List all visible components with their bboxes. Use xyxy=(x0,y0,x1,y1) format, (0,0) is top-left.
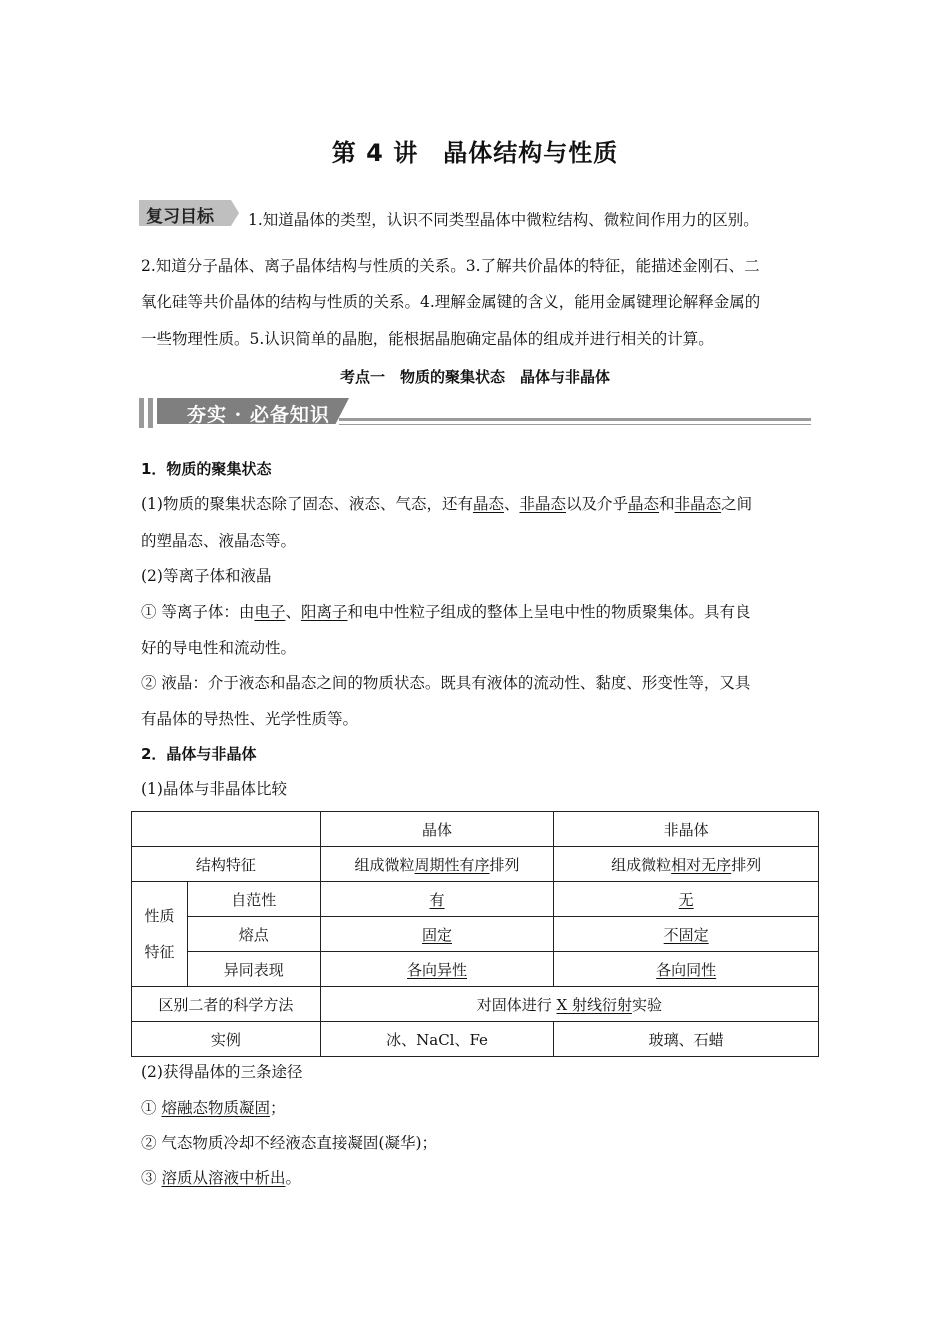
table-cell: 不固定 xyxy=(554,917,819,952)
table-row xyxy=(132,812,819,847)
section-banner xyxy=(139,396,811,430)
review-goal-line-2: 2.知道分子晶体、离子晶体结构与性质的关系。3.了解共价晶体的特征，能描述金刚石、二 xyxy=(141,257,760,275)
table-cell: 冰、NaCl、Fe xyxy=(320,1022,554,1057)
table-row xyxy=(132,882,819,917)
paragraph-plasma-cont: 好的导电性和流动性。 xyxy=(141,639,297,657)
paragraph-aggregation-states: (1)物质的聚集状态除了固态、液态、气态，还有晶态、非晶态以及介乎晶态和非晶态之间 xyxy=(141,495,753,513)
table-row xyxy=(132,1022,819,1057)
subheading-plasma-liquid-crystal: (2)等离子体和液晶 xyxy=(141,567,272,585)
exam-point-heading: 考点一 物质的聚集状态 晶体与非晶体 xyxy=(339,368,610,386)
paragraph-liquid-crystal-cont: 有晶体的导热性、光学性质等。 xyxy=(141,710,359,728)
row-label: 异同表现 xyxy=(187,952,320,987)
table-row xyxy=(132,917,819,952)
table-row xyxy=(132,847,819,882)
row-label: 实例 xyxy=(132,1022,321,1057)
header-amorphous: 非晶体 xyxy=(554,812,819,847)
review-goal-line-1: 1.知道晶体的类型，认识不同类型晶体中微粒结构、微粒间作用力的区别。 xyxy=(248,211,759,229)
section-1-heading: 1．物质的聚集状态 xyxy=(141,460,272,478)
row-label: 区别二者的科学方法 xyxy=(132,987,321,1022)
way-item-2: ② 气态物质冷却不经液态直接凝固(凝华)； xyxy=(141,1134,438,1152)
row-label: 结构特征 xyxy=(132,847,321,882)
row-label: 自范性 xyxy=(187,882,320,917)
row-label: 熔点 xyxy=(187,917,320,952)
review-goal-line-4: 一些物理性质。5.认识简单的晶胞，能根据晶胞确定晶体的组成并进行相关的计算。 xyxy=(141,330,714,348)
review-goals-badge xyxy=(139,200,239,226)
section-2-heading: 2．晶体与非晶体 xyxy=(141,745,257,763)
crystal-comparison-table xyxy=(131,811,819,1057)
table-cell: 各向异性 xyxy=(320,952,554,987)
subheading-comparison: (1)晶体与非晶体比较 xyxy=(141,780,287,798)
review-goals-label: 复习目标 xyxy=(146,207,214,227)
table-cell: 有 xyxy=(320,882,554,917)
review-goal-line-3: 氧化硅等共价晶体的结构与性质的关系。4.理解金属键的含义，能用金属键理论解释金属的 xyxy=(141,293,761,311)
way-item-1: ① 熔融态物质凝固； xyxy=(141,1099,286,1117)
paragraph-plasma: ① 等离子体：由电子、阳离子和电中性粒子组成的整体上呈电中性的物质聚集体。具有良 xyxy=(141,603,751,621)
table-row xyxy=(132,987,819,1022)
header-crystal: 晶体 xyxy=(320,812,554,847)
table-cell: 组成微粒周期性有序排列 xyxy=(320,847,554,882)
paragraph-liquid-crystal: ② 液晶：介于液态和晶态之间的物质状态。既具有液体的流动性、黏度、形变性等，又具 xyxy=(141,674,751,692)
lecture-title: 第 4 讲 晶体结构与性质 xyxy=(331,139,619,167)
table-cell: 无 xyxy=(554,882,819,917)
table-cell: 固定 xyxy=(320,917,554,952)
paragraph-aggregation-states-cont: 的塑晶态、液晶态等。 xyxy=(141,532,297,550)
table-cell: 玻璃、石蜡 xyxy=(554,1022,819,1057)
row-group-label: 性质 特征 xyxy=(132,882,188,987)
table-row xyxy=(132,952,819,987)
table-cell: 对固体进行 X 射线衍射实验 xyxy=(320,987,818,1022)
section-banner-label: 夯实 · 必备知识 xyxy=(187,404,330,426)
table-cell: 组成微粒相对无序排列 xyxy=(554,847,819,882)
table-cell: 各向同性 xyxy=(554,952,819,987)
way-item-3: ③ 溶质从溶液中析出。 xyxy=(141,1169,301,1187)
subheading-three-ways: (2)获得晶体的三条途径 xyxy=(141,1063,303,1081)
